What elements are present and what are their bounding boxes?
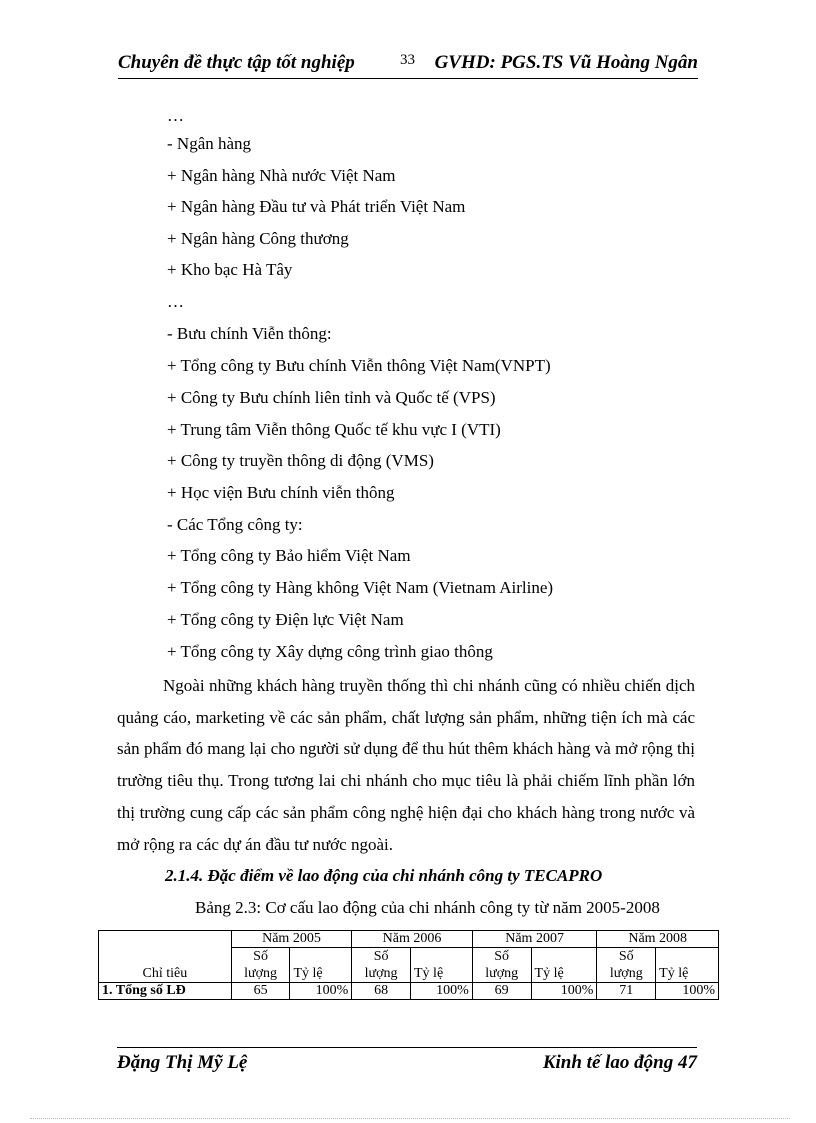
list-line: + Ngân hàng Nhà nước Việt Nam — [167, 166, 396, 185]
table-header-row — [99, 931, 719, 948]
footer-course: Kinh tế lao động 47 — [542, 1052, 697, 1073]
subheader-qty — [231, 948, 290, 983]
list-line: - Bưu chính Viễn thông: — [167, 324, 332, 343]
list-line: + Học viện Bưu chính viễn thông — [167, 483, 395, 502]
list-line: + Ngân hàng Đầu tư và Phát triển Việt Nam — [167, 197, 466, 216]
row-header-cell — [99, 948, 232, 983]
year-header: Năm 2005 — [231, 931, 352, 948]
list-line: + Tổng công ty Điện lực Việt Nam — [167, 610, 404, 629]
cell-qty: 69 — [472, 983, 531, 1000]
year-header: Năm 2006 — [352, 931, 473, 948]
paragraph-text: Ngoài những khách hàng truyền thống thì chi nhánh cũng có nhiều chiến dịch quảng cáo, marketing về các sản phẩm, chất lượng sản phẩm, những tiện ích mà các sản phẩm đó mang lại cho người sử dụng để thu hút thêm khách hàng và mở rộng thị trường tiêu thụ. Trong tương lai chi nhánh cho mục tiêu là phải chiếm lĩnh phần lớn thị trường cung cấp các sản phẩm công nghệ hiện đại cho khách hàng trong nước và mở rộng ra các dự án đầu tư nước ngoài. — [117, 676, 695, 854]
list-line: + Tổng công ty Hàng không Việt Nam (Vietnam Airline) — [167, 578, 554, 597]
subheader-qty-label: Số lượng — [364, 949, 398, 981]
year-header: Năm 2008 — [597, 931, 719, 948]
list-line: … — [167, 106, 184, 125]
list-line: + Công ty Bưu chính liên tỉnh và Quốc tế (VPS) — [167, 388, 496, 407]
subheader-qty-label: Số lượng — [485, 949, 519, 981]
page-header — [118, 48, 698, 79]
page-number: 33 — [400, 52, 415, 68]
footer-author: Đặng Thị Mỹ Lệ — [117, 1052, 248, 1073]
page-border-dotted — [30, 1118, 790, 1119]
table-corner-cell — [99, 931, 232, 948]
table-row — [99, 983, 719, 1000]
list-line: … — [167, 292, 184, 311]
cell-qty: 68 — [352, 983, 411, 1000]
header-advisor: GVHD: PGS.TS Vũ Hoàng Ngân — [434, 52, 698, 73]
cell-ratio: 100% — [290, 983, 352, 1000]
subheader-ratio: Tỷ lệ — [290, 948, 352, 983]
list-line: + Trung tâm Viễn thông Quốc tế khu vực I (VTI) — [167, 420, 501, 439]
list-line: + Kho bạc Hà Tây — [167, 260, 293, 279]
subheader-qty-label: Số lượng — [244, 949, 278, 981]
table-caption: Bảng 2.3: Cơ cấu lao động của chi nhánh công ty từ năm 2005-2008 — [195, 898, 660, 917]
list-line: + Tổng công ty Bảo hiểm Việt Nam — [167, 546, 411, 565]
cell-ratio: 100% — [656, 983, 719, 1000]
body-paragraph — [117, 670, 695, 860]
list-line: - Các Tổng công ty: — [167, 515, 303, 534]
list-line: + Công ty truyền thông di động (VMS) — [167, 451, 434, 470]
subheader-qty — [352, 948, 411, 983]
page-footer — [117, 1047, 697, 1073]
section-heading: 2.1.4. Đặc điểm về lao động của chi nhánh công ty TECAPRO — [165, 866, 603, 885]
subheader-ratio: Tỷ lệ — [411, 948, 473, 983]
list-line: + Tổng công ty Xây dựng công trình giao thông — [167, 642, 493, 661]
subheader-qty — [597, 948, 656, 983]
year-header: Năm 2007 — [472, 931, 597, 948]
table-subheader-row — [99, 948, 719, 983]
row-header-label: Chỉ tiêu — [142, 966, 188, 981]
subheader-ratio: Tỷ lệ — [531, 948, 597, 983]
labor-table — [98, 930, 719, 1000]
cell-ratio: 100% — [411, 983, 473, 1000]
header-title: Chuyên đề thực tập tốt nghiệp — [118, 52, 355, 73]
subheader-qty — [472, 948, 531, 983]
list-line: + Ngân hàng Công thương — [167, 229, 349, 248]
list-line: + Tổng công ty Bưu chính Viễn thông Việt Nam(VNPT) — [167, 356, 551, 375]
cell-qty: 65 — [231, 983, 290, 1000]
cell-ratio: 100% — [531, 983, 597, 1000]
subheader-qty-label: Số lượng — [609, 949, 643, 981]
subheader-ratio: Tỷ lệ — [656, 948, 719, 983]
list-line: - Ngân hàng — [167, 134, 252, 153]
row-label: 1. Tổng số LĐ — [99, 983, 232, 1000]
cell-qty: 71 — [597, 983, 656, 1000]
